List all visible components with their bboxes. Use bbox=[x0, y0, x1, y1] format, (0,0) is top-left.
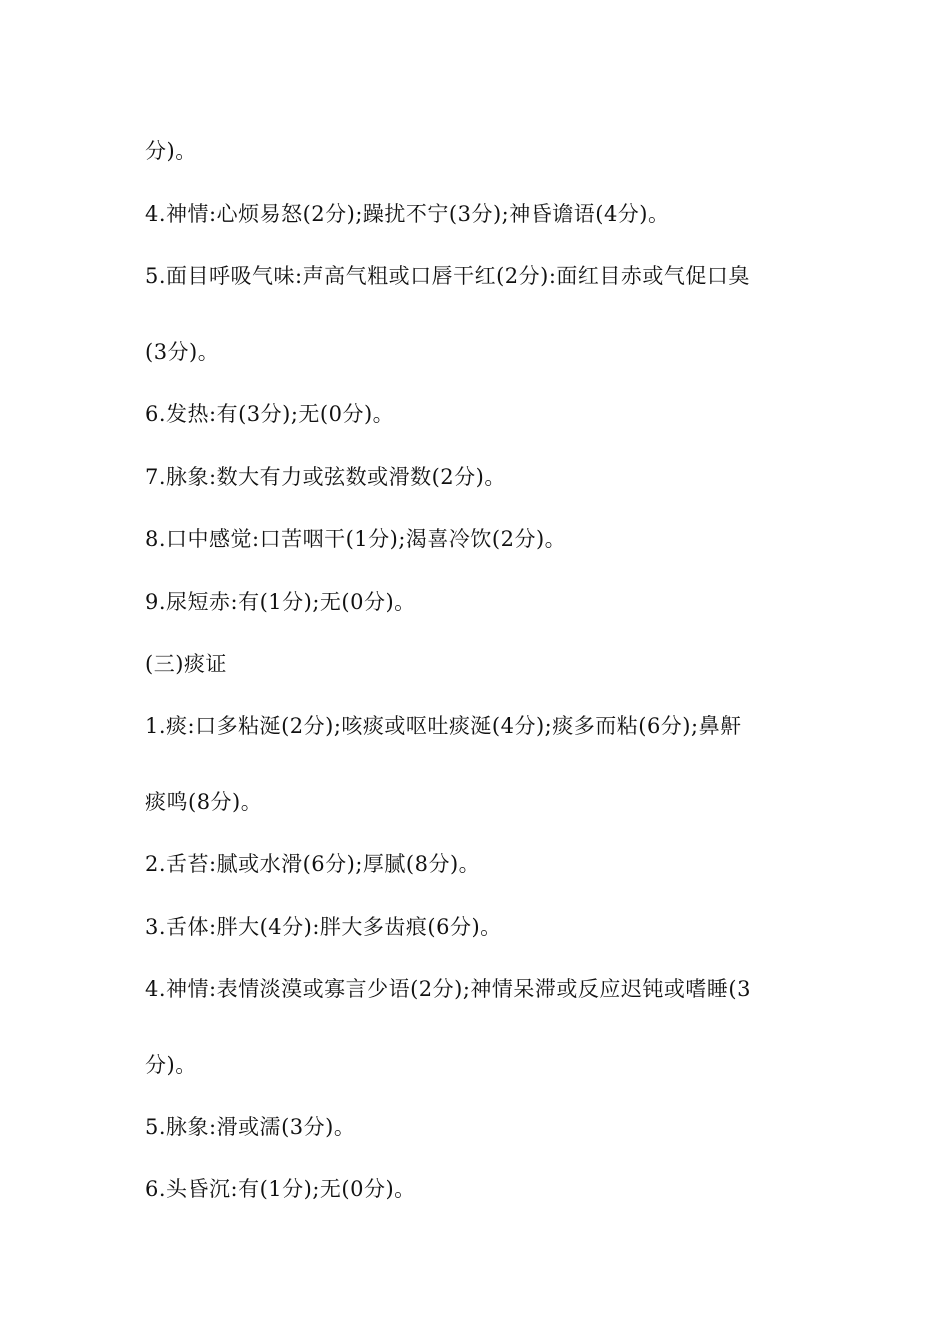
item-4-mental-state: 4.神情:心烦易怒(2分);躁扰不宁(3分);神昏谵语(4分)。 bbox=[145, 202, 670, 226]
item-5-face-breath-odor: 5.面目呼吸气味:声高气粗或口唇干红(2分):面红目赤或气促口臭 bbox=[145, 264, 750, 288]
item-7-pulse: 7.脉象:数大有力或弦数或滑数(2分)。 bbox=[145, 465, 506, 489]
phlegm-item-1: 1.痰:口多粘涎(2分);咳痰或呕吐痰涎(4分);痰多而粘(6分);鼻鼾 bbox=[145, 714, 742, 738]
phlegm-item-4-mental-state: 4.神情:表情淡漠或寡言少语(2分);神情呆滞或反应迟钝或嗜睡(3 bbox=[145, 977, 751, 1001]
phlegm-item-1-continuation: 痰鸣(8分)。 bbox=[145, 790, 263, 814]
section-heading-phlegm: (三)痰证 bbox=[145, 652, 227, 676]
item-6-fever: 6.发热:有(3分);无(0分)。 bbox=[145, 402, 395, 426]
phlegm-item-2-tongue-coating: 2.舌苔:腻或水滑(6分);厚腻(8分)。 bbox=[145, 852, 481, 876]
phlegm-item-3-tongue-body: 3.舌体:胖大(4分):胖大多齿痕(6分)。 bbox=[145, 915, 502, 939]
text-line-continuation: 分)。 bbox=[145, 139, 197, 163]
item-9-urine: 9.尿短赤:有(1分);无(0分)。 bbox=[145, 590, 416, 614]
phlegm-item-4-continuation: 分)。 bbox=[145, 1053, 197, 1077]
item-5-continuation: (3分)。 bbox=[145, 340, 220, 364]
phlegm-item-5-pulse: 5.脉象:滑或濡(3分)。 bbox=[145, 1115, 356, 1139]
phlegm-item-6-dizziness: 6.头昏沉:有(1分);无(0分)。 bbox=[145, 1177, 416, 1201]
item-8-mouth-sensation: 8.口中感觉:口苦咽干(1分);渴喜冷饮(2分)。 bbox=[145, 527, 567, 551]
